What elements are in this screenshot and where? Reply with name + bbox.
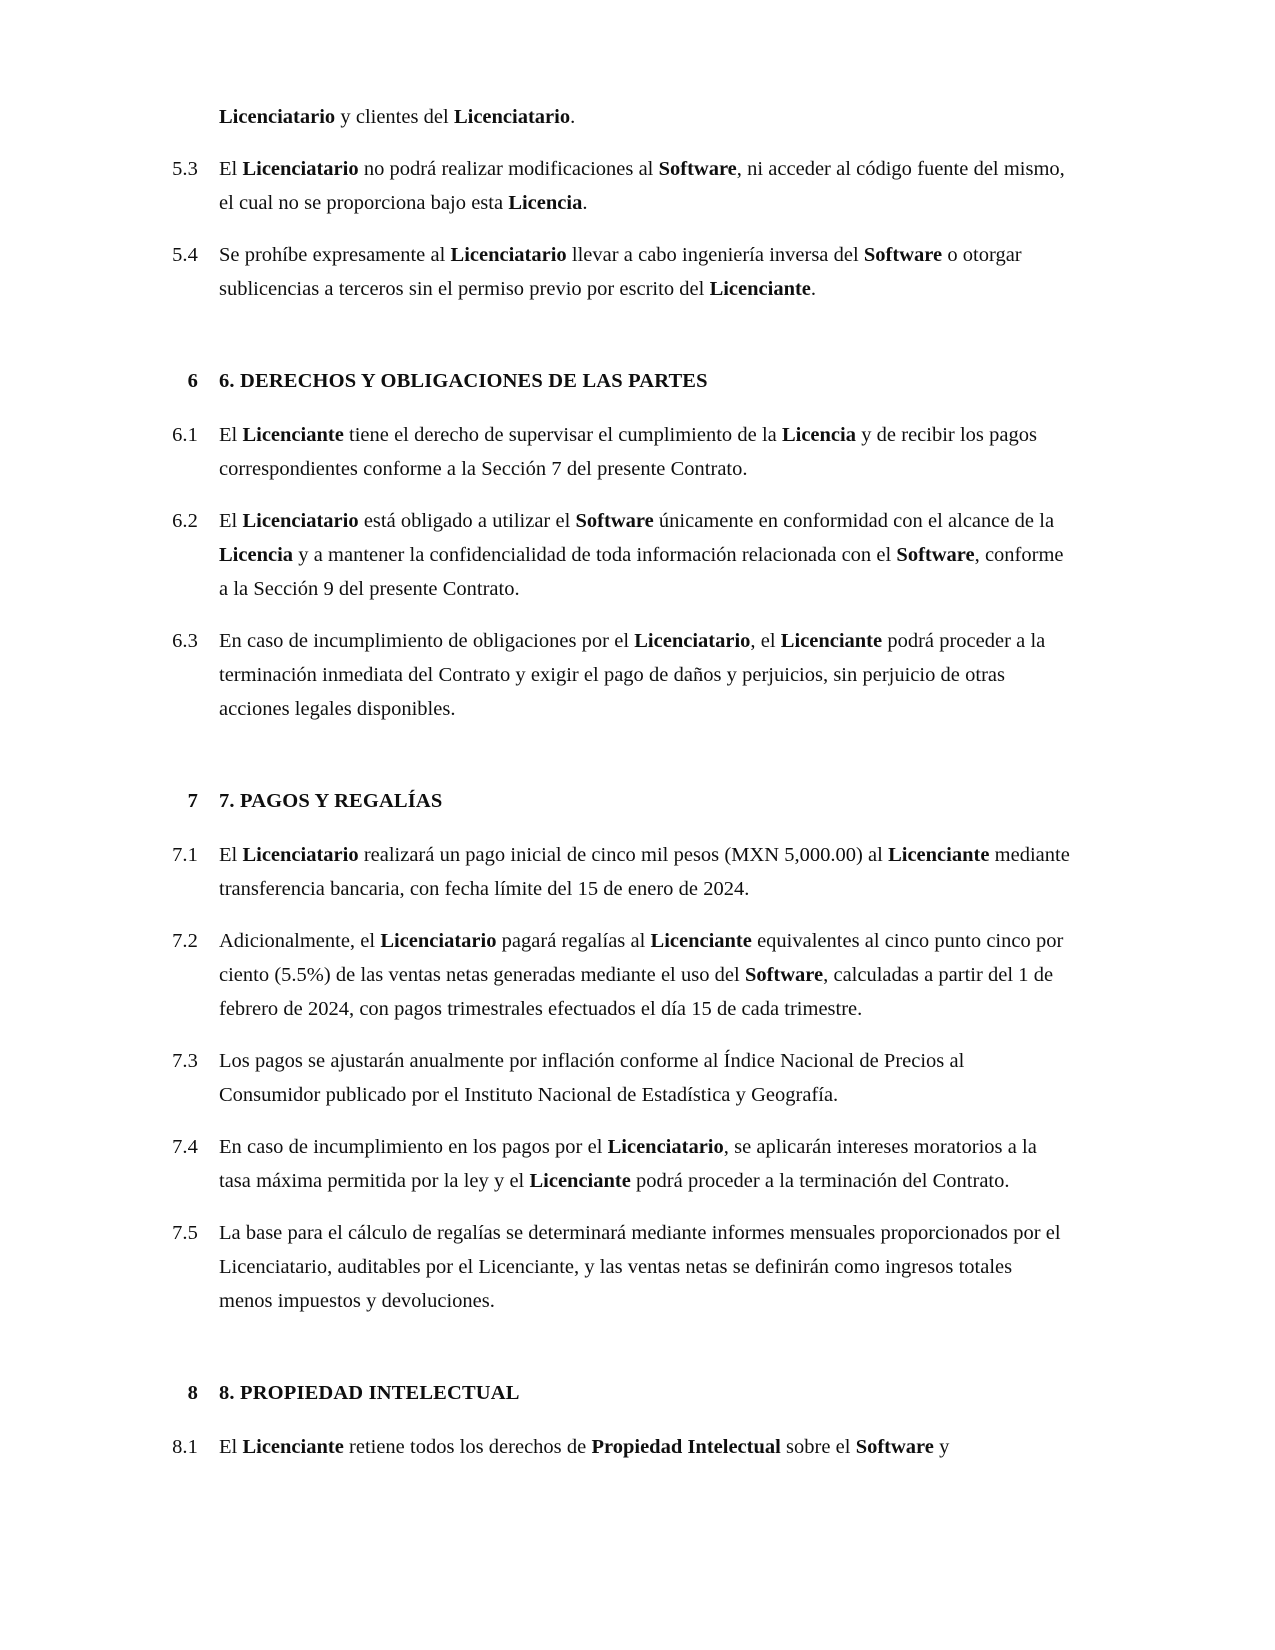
section-number: 8: [187, 1382, 198, 1404]
clause-text: El Licenciatario está obligado a utilizar el Software únicamente en conformidad con el alcance de la Licencia y a mantener la confidencialidad de toda información relacionada con el Software, conforme a la Sección 9 del presente Contrato.: [219, 510, 1064, 600]
clause-text: Se prohíbe expresamente al Licenciatario llevar a cabo ingeniería inversa del Software o otorgar sublicencias a terceros sin el permiso previo por escrito del Licenciante.: [219, 244, 1022, 300]
section-title: 6. DERECHOS Y OBLIGACIONES DE LAS PARTES: [219, 370, 708, 392]
clause-text: El Licenciatario no podrá realizar modificaciones al Software, ni acceder al código fuente del mismo, el cual no se proporciona bajo esta Licencia.: [219, 158, 1065, 214]
clause-7-1: [155, 838, 1070, 906]
clause-number: 7.1: [172, 844, 198, 866]
clause-text: La base para el cálculo de regalías se determinará mediante informes mensuales proporcionados por el Licenciatario, auditables por el Licenciante, y las ventas netas se definirán como ingresos totales menos impuestos y devoluciones.: [219, 1222, 1061, 1312]
clause-number: 6.3: [172, 630, 198, 652]
section-number: 6: [187, 370, 198, 392]
clause-number: 7.5: [172, 1222, 198, 1244]
section-title: 7. PAGOS Y REGALÍAS: [219, 790, 443, 812]
section-heading-7: [155, 786, 1070, 816]
clause-6-1: [155, 418, 1070, 486]
clause-number: 8.1: [172, 1436, 198, 1458]
clause-text: Adicionalmente, el Licenciatario pagará regalías al Licenciante equivalentes al cinco punto cinco por ciento (5.5%) de las ventas netas generadas mediante el uso del Software, calculadas a partir del 1 de febrero de 2024, con pagos trimestrales efectuados el día 15 de cada trimestre.: [219, 930, 1064, 1020]
clause-text: Los pagos se ajustarán anualmente por inflación conforme al Índice Nacional de Precios al Consumidor publicado por el Instituto Nacional de Estadística y Geografía.: [219, 1050, 965, 1106]
clause-number: 5.4: [172, 244, 198, 266]
clause-number: 6.2: [172, 510, 198, 532]
clause-7-4: [155, 1130, 1070, 1198]
clause-7-5: [155, 1216, 1070, 1318]
clause-6-3: [155, 624, 1070, 726]
clause-number: 7.2: [172, 930, 198, 952]
section-heading-6: [155, 366, 1070, 396]
clause-text: En caso de incumplimiento de obligaciones por el Licenciatario, el Licenciante podrá proceder a la terminación inmediata del Contrato y exigir el pago de daños y perjuicios, sin perjuicio de otras acciones legales disponibles.: [219, 630, 1046, 720]
clause-text: Licenciatario y clientes del Licenciatario.: [219, 106, 576, 128]
section-title: 8. PROPIEDAD INTELECTUAL: [219, 1382, 520, 1404]
clause-7-3: [155, 1044, 1070, 1112]
clause-text: El Licenciante retiene todos los derechos de Propiedad Intelectual sobre el Software y: [219, 1436, 950, 1458]
clause-5-3: [155, 152, 1070, 220]
clause-text: El Licenciante tiene el derecho de supervisar el cumplimiento de la Licencia y de recibir los pagos correspondientes conforme a la Sección 7 del presente Contrato.: [219, 424, 1037, 480]
section-number: 7: [187, 790, 198, 812]
section-heading-8: [155, 1378, 1070, 1408]
clause-number: 6.1: [172, 424, 198, 446]
clause-text: En caso de incumplimiento en los pagos por el Licenciatario, se aplicarán intereses moratorios a la tasa máxima permitida por la ley y el Licenciante podrá proceder a la terminación del Contrato.: [219, 1136, 1037, 1192]
clause-8-1: [155, 1430, 1070, 1464]
clause-text: El Licenciatario realizará un pago inicial de cinco mil pesos (MXN 5,000.00) al Licenciante mediante transferencia bancaria, con fecha límite del 15 de enero de 2024.: [219, 844, 1070, 900]
clause-5-4: [155, 238, 1070, 306]
clause-6-2: [155, 504, 1070, 606]
clause-number: 5.3: [172, 158, 198, 180]
paragraph-continuation: [155, 100, 1070, 134]
clause-7-2: [155, 924, 1070, 1026]
clause-number: 7.4: [172, 1136, 198, 1158]
clause-number: 7.3: [172, 1050, 198, 1072]
